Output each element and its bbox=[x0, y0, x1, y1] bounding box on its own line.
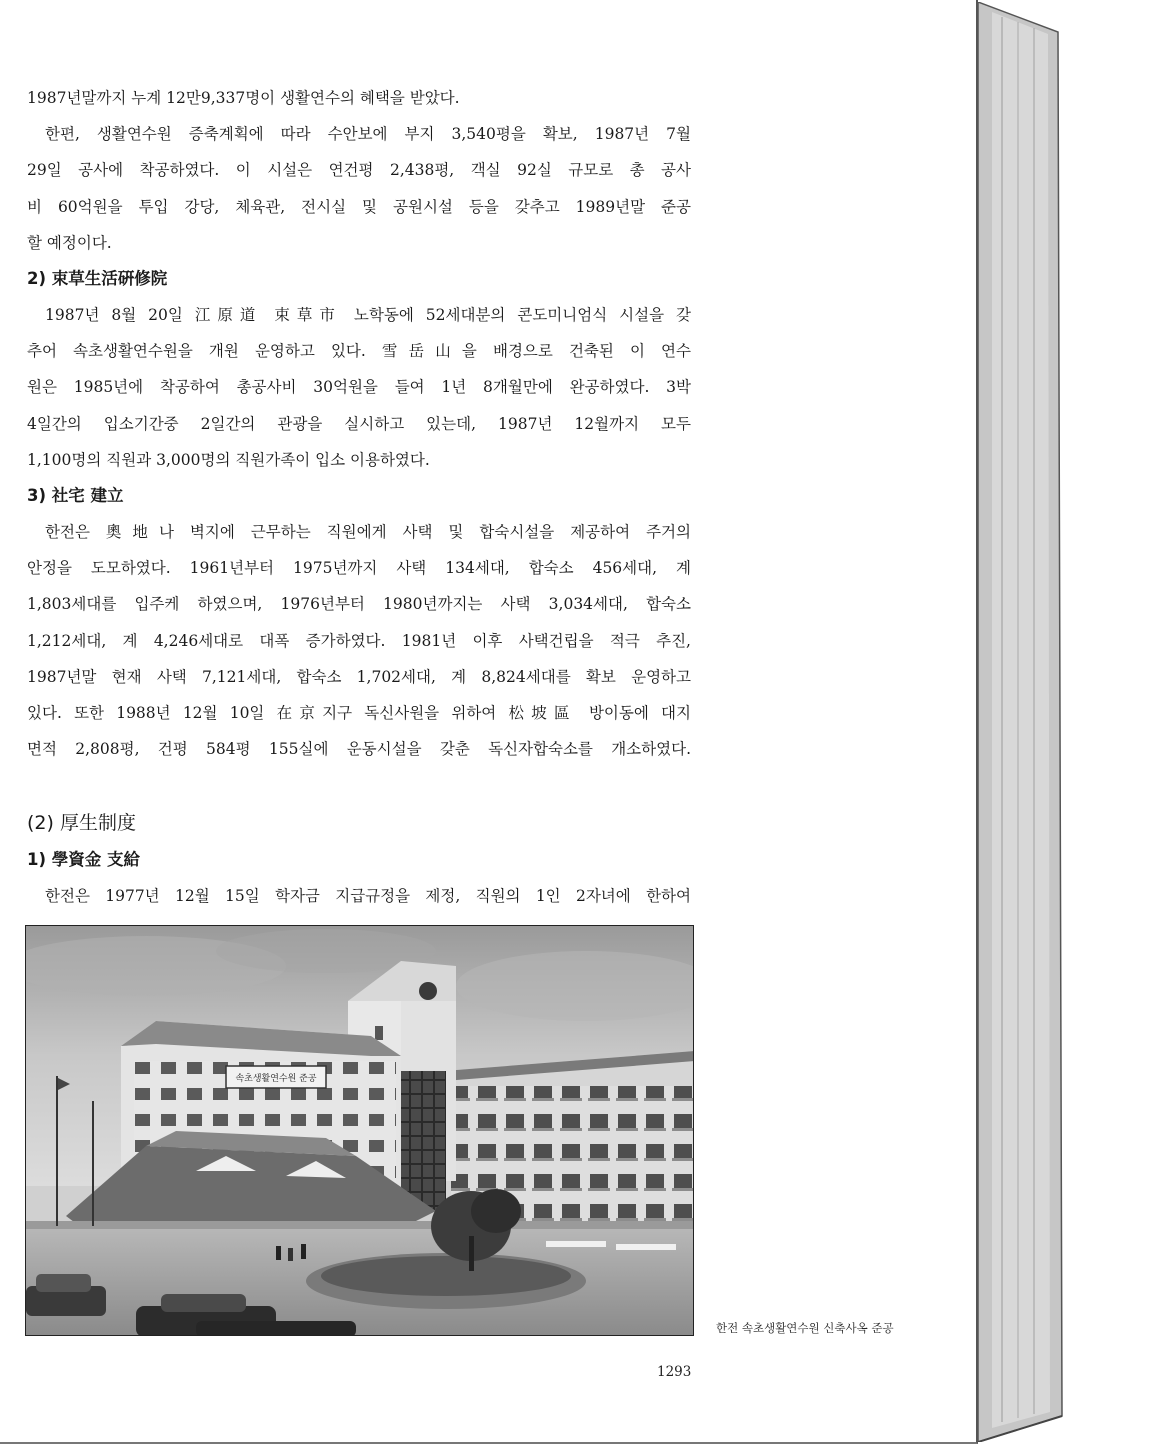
banner-text: 속초생활연수원 준공 bbox=[235, 1074, 317, 1084]
section-heading: (2) 厚生制度 bbox=[27, 812, 136, 834]
building-photo-illustration bbox=[26, 926, 694, 1336]
paragraph-line: 1,100명의 직원과 3,000명의 직원가족이 입소 이용하였다. bbox=[27, 450, 430, 469]
paragraph-line: 1987년말까지 누계 12만9,337명이 생활연수의 혜택을 받았다. bbox=[27, 89, 460, 107]
paragraph-line: 한전은 1977년 12월 15일 학자금 지급규정을 제정, 직원의 1인 2자녀에 한하여 bbox=[45, 887, 691, 905]
subsection-heading: 2) 束草生活硏修院 bbox=[27, 269, 168, 289]
paragraph-line: 원은 1985년에 착공하여 총공사비 30억원을 들여 1년 8개월만에 완공하였다. 3박 bbox=[27, 378, 691, 397]
page-number: 1293 bbox=[657, 1364, 692, 1380]
body-text bbox=[27, 80, 691, 767]
photo-caption: 한전 속초생활연수원 신축사옥 준공 bbox=[716, 1321, 894, 1335]
paragraph-line: 할 예정이다. bbox=[27, 233, 112, 252]
paragraph-line: 한전은 奧地나 벽지에 근무하는 직원에게 사택 및 합숙시설을 제공하여 주거의 bbox=[45, 523, 691, 542]
paragraph-line: 29일 공사에 착공하였다. 이 시설은 연건평 2,438평, 객실 92실 규모로 총 공사 bbox=[27, 161, 691, 180]
paragraph-line: 안정을 도모하였다. 1961년부터 1975년까지 사택 134세대, 합숙소 456세대, 계 bbox=[27, 559, 691, 578]
paragraph-line: 비 60억원을 투입 강당, 체육관, 전시실 및 공원시설 등을 갖추고 1989년말 준공 bbox=[27, 197, 691, 216]
paragraph-line: 1,803세대를 입주케 하였으며, 1976년부터 1980년까지는 사택 3,034세대, 합숙소 bbox=[27, 595, 691, 614]
subsection-heading: 1) 學資金 支給 bbox=[27, 850, 141, 869]
paragraph-line: 추어 속초생활연수원을 개원 운영하고 있다. 雪岳山을 배경으로 건축된 이 연수 bbox=[27, 342, 691, 361]
building-photo bbox=[25, 925, 694, 1336]
book-edge bbox=[978, 2, 1066, 1442]
paragraph-line: 4일간의 입소기간중 2일간의 관광을 실시하고 있는데, 1987년 12월까지 모두 bbox=[27, 414, 691, 433]
paragraph-line: 1,212세대, 계 4,246세대로 대폭 증가하였다. 1981년 이후 사택건립을 적극 추진, bbox=[27, 631, 691, 650]
paragraph-line: 1987년 8월 20일 江原道 束草市 노학동에 52세대분의 콘도미니엄식 시설을 갖 bbox=[45, 306, 691, 325]
subsection-heading: 3) 社宅 建立 bbox=[27, 486, 124, 506]
paragraph-line: 면적 2,808평, 건평 584평 155실에 운동시설을 갖춘 독신자합숙소를 개소하였다. bbox=[27, 740, 691, 759]
paragraph-line: 한편, 생활연수원 증축계획에 따라 수안보에 부지 3,540평을 확보, 1987년 7월 bbox=[45, 125, 691, 144]
paragraph-line: 1987년말 현재 사택 7,121세대, 합숙소 1,702세대, 계 8,824세대를 확보 운영하고 bbox=[27, 667, 691, 686]
paragraph-line: 있다. 또한 1988년 12월 10일 在京지구 독신사원을 위하여 松坡區 방이동에 대지 bbox=[27, 704, 691, 723]
